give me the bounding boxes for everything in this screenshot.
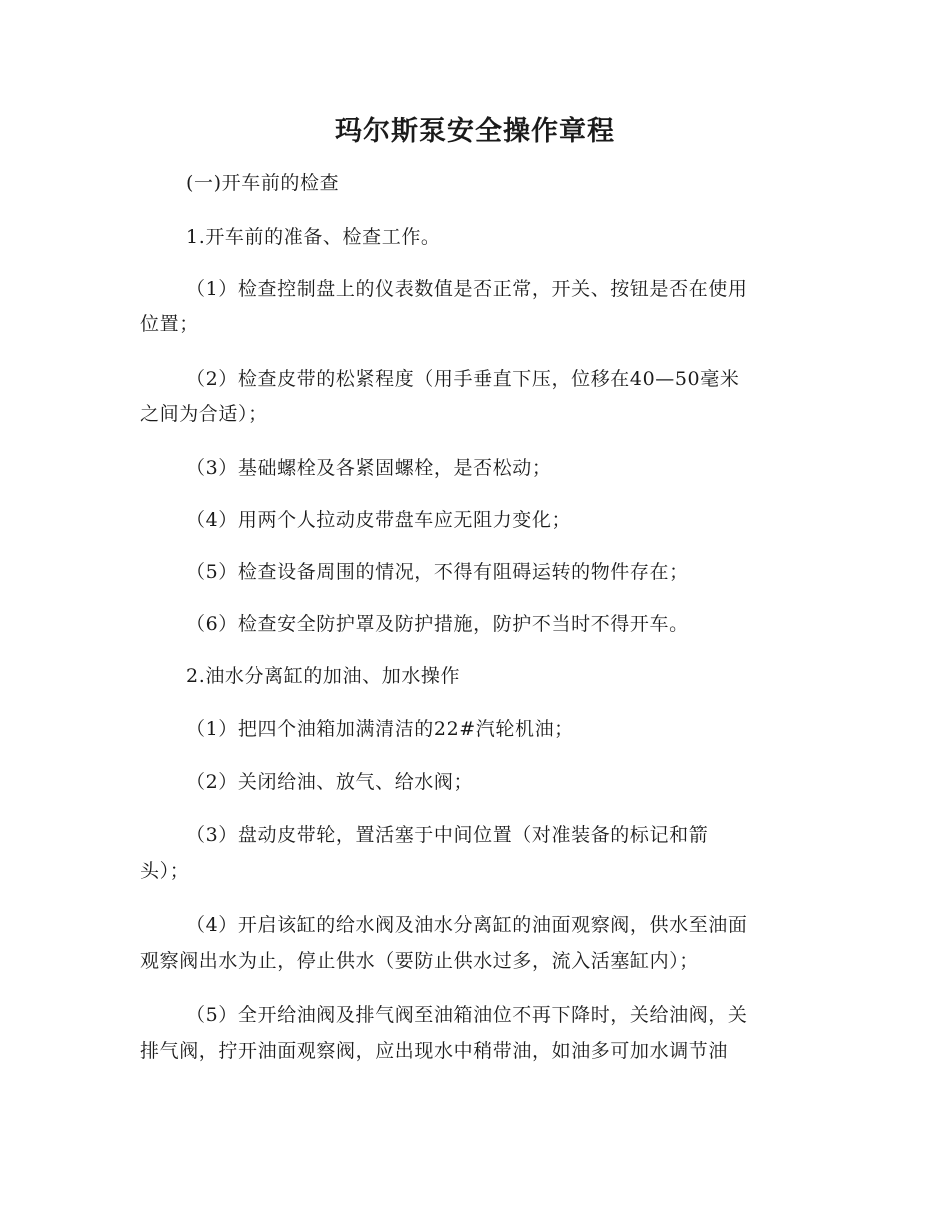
paragraph-line: （6）检查安全防护罩及防护措施，防护不当时不得开车。 [186, 613, 689, 635]
paragraph-line: （5）全开给油阀及排气阀至油箱油位不再下降时，关给油阀，关 [186, 1004, 748, 1026]
paragraph-line-continued: 位置； [140, 313, 199, 335]
paragraph-line: （1）检查控制盘上的仪表数值是否正常，开关、按钮是否在使用 [186, 278, 748, 300]
document-title: 玛尔斯泵安全操作章程 [335, 116, 615, 147]
paragraph-line: （4）开启该缸的给水阀及油水分离缸的油面观察阀，供水至油面 [186, 914, 748, 936]
paragraph-line-continued: 之间为合适）； [140, 403, 268, 425]
paragraph-line: （3）基础螺栓及各紧固螺栓，是否松动； [186, 457, 552, 479]
paragraph-line-continued: 头）； [140, 860, 190, 882]
paragraph-line: （5）检查设备周围的情况，不得有阻碍运转的物件存在； [186, 561, 689, 583]
paragraph-line-continued: 观察阀出水为止，停止供水（要防止供水过多，流入活塞缸内）； [140, 950, 699, 972]
paragraph-line-continued: 排气阀，拧开油面观察阀，应出现水中稍带油，如油多可加水调节油 [140, 1040, 729, 1062]
subsection-heading-oil-water: 2.油水分离缸的加油、加水操作 [186, 665, 461, 687]
paragraph-line: （3）盘动皮带轮，置活塞于中间位置（对准装备的标记和箭 [186, 824, 709, 846]
subsection-heading-preparation: 1.开车前的准备、检查工作。 [186, 226, 441, 248]
paragraph-line: （1）把四个油箱加满清洁的22#汽轮机油； [186, 718, 574, 740]
paragraph-line: （2）检查皮带的松紧程度（用手垂直下压，位移在40—50毫米 [186, 368, 740, 390]
paragraph-line: （2）关闭给油、放气、给水阀； [186, 771, 474, 793]
section-heading-pre-start-check: (一)开车前的检查 [186, 172, 340, 194]
paragraph-line: （4）用两个人拉动皮带盘车应无阻力变化； [186, 509, 572, 531]
